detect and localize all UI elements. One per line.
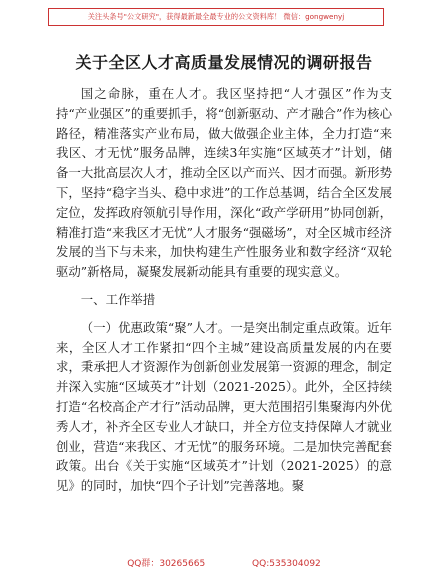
section-heading: 一、工作举措 bbox=[80, 291, 156, 307]
header-promo-text: 关注头条号"公文研究"，获得最新最全最专业的公文资料库！ 微信：gongwenyj bbox=[87, 12, 345, 21]
footer-qq-group: QQ群：30265665 bbox=[127, 559, 206, 569]
footer-qq: QQ:535304092 bbox=[252, 559, 321, 569]
section-paragraph: （一）优惠政策“聚”人才。一是突出制定重点政策。近年来，全区人才工作紧扣“四个主城”建设高质量发展的内在要求，秉承把人才资源作为创新创业发展第一资源的理念，制定并深入实施“区域英才”计划（2021-2025）。此外，全区持续打造“名校高企产才行”活动品牌，更大范围招引集聚海内外优秀人才，补齐全区专业人才缺口，并全方位支持保障人才就业创业，营造“来我区、才无忧”的服务环境。二是加快完善配套政策。出台《关于实施“区域英才”计划（2021-2025）的意见》的同时，加快“四个子计划”完善落地。聚 bbox=[56, 319, 392, 494]
intro-paragraph: 国之命脉，重在人才。我区坚持把“人才强区”作为支持“产业强区”的重要抓手，将“创新驱动、产才融合”作为核心路径，精准落实产业布局，做大做强企业主体，全力打造“来我区、才无忧”服务品牌，连续3年实施“区域英才”计划，储备一大批高层次人才，推动全区以产而兴、因才而强。新形势下，坚持“稳字当头、稳中求进”的工作总基调，结合全区发展定位，发挥政府领航引导作用，深化“政产学研用”协同创新，精准打造“来我区才无忧”人才服务“强磁场”，对全区城市经济发展的当下与未来，加快构建生产性服务业和数字经济“双轮驱动”新格局，凝聚发展新动能具有重要的现实意义。 bbox=[56, 86, 392, 280]
footer-contact bbox=[0, 556, 448, 569]
header-promo-banner bbox=[48, 8, 384, 26]
document-title: 关于全区人才高质量发展情况的调研报告 bbox=[75, 53, 373, 72]
document-body bbox=[56, 84, 392, 496]
